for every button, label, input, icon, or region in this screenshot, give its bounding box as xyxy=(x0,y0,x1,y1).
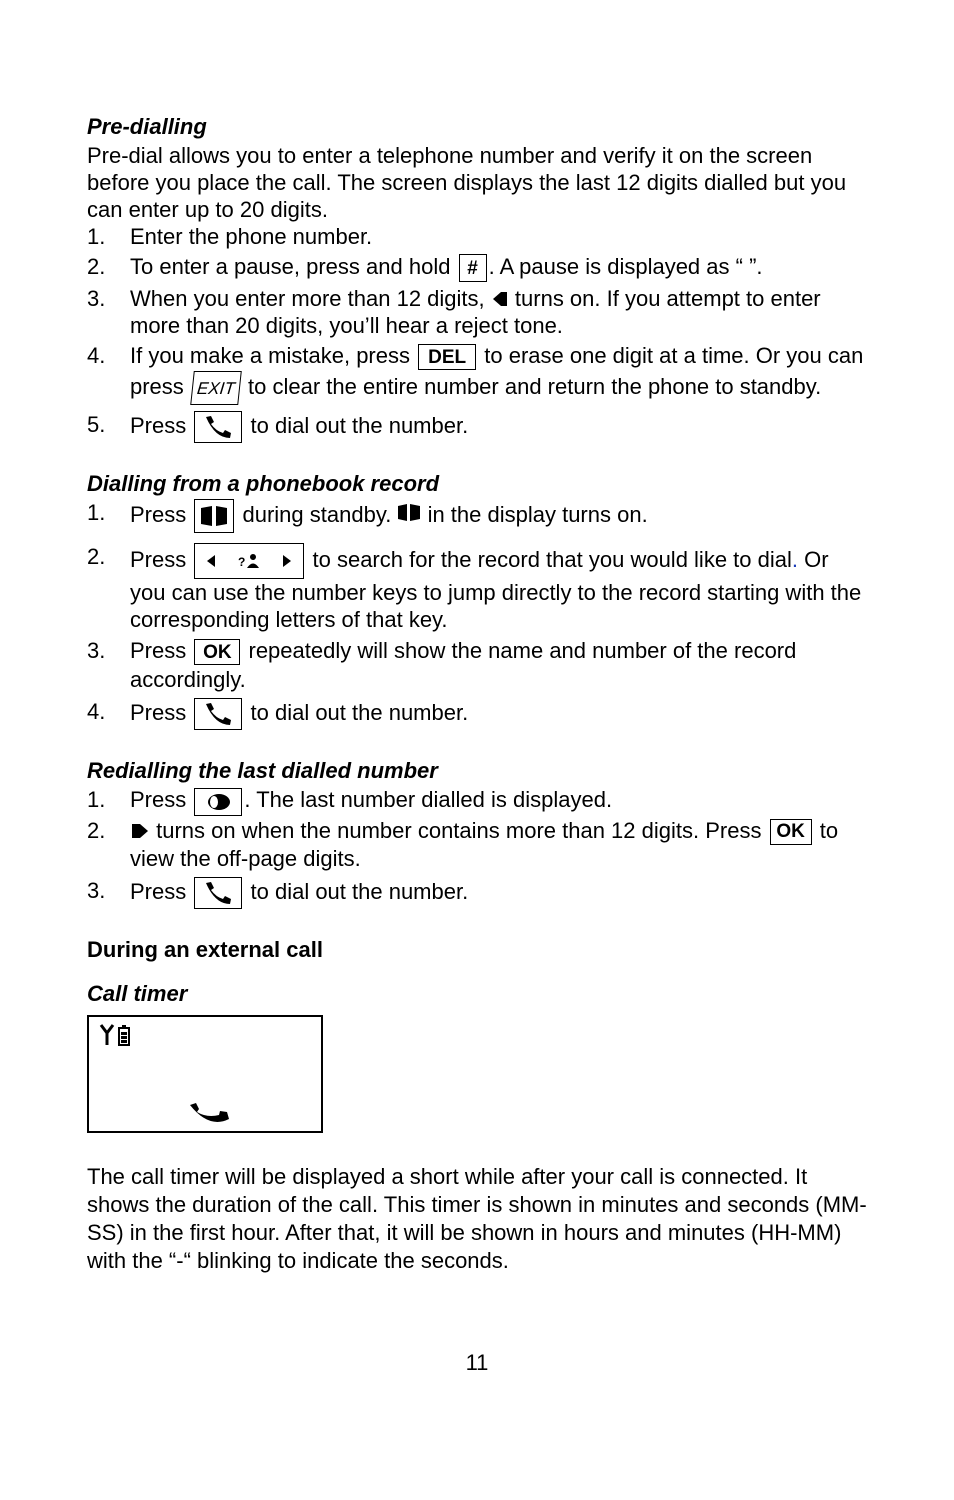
lcd-display xyxy=(87,1015,323,1133)
predial-intro: Pre-dial allows you to enter a telephone number and verify it on the screen before you place the call. The screen displays the last 12 digits dialled but you can enter up to 20 digits. xyxy=(87,143,847,222)
ok-key: OK xyxy=(770,819,812,845)
step-number: 5. xyxy=(87,412,106,438)
left-arrow-indicator-icon xyxy=(491,290,509,308)
step-number: 2. xyxy=(87,254,106,279)
hash-key: # xyxy=(459,254,487,282)
phone-handset-icon xyxy=(201,701,235,727)
talk-key-icon xyxy=(194,698,242,730)
list-item: 2. To enter a pause, press and hold # . A pause is displayed as “ ”. xyxy=(87,253,867,282)
predial-steps xyxy=(87,223,867,443)
list-item: 1. Enter the phone number. xyxy=(87,224,373,249)
step-number: 3. xyxy=(87,286,106,312)
step-number: 1. xyxy=(87,224,106,249)
step-number: 4. xyxy=(87,343,106,369)
list-item: 4. If you make a mistake, press DEL to erase one digit at a time. Or you can press EXIT to clear the entire number and return the phone to standby. xyxy=(87,341,867,405)
manual-page xyxy=(87,112,867,1275)
step-number: 3. xyxy=(87,638,106,664)
step-number: 1. xyxy=(87,787,106,813)
step-number: 1. xyxy=(87,500,106,526)
list-item: 3. When you enter more than 12 digits, turns on. If you attempt to enter more than 20 digits, you’ll hear a reject tone. xyxy=(87,286,821,339)
call-timer-description: The call timer will be displayed a short while after your call is connected. It shows the duration of the call. This timer is shown in minutes and seconds (MM-SS) in the first hour. After that, it will be shown in hours and minutes (HH-MM) with the “-“ blinking to indicate the seconds. xyxy=(87,1163,867,1273)
section-title-predial: Pre-dialling xyxy=(87,114,207,139)
list-item: 3. Press OK repeatedly will show the name and number of the record accordingly. xyxy=(87,638,797,693)
step-number: 2. xyxy=(87,544,106,570)
book-icon xyxy=(199,504,229,528)
ok-key: OK xyxy=(194,639,240,665)
svg-text:?: ? xyxy=(238,555,246,570)
phonebook-steps xyxy=(87,499,867,730)
page-number: 11 xyxy=(465,1350,489,1375)
signal-battery-icon xyxy=(99,1023,139,1049)
list-item: 3. Press to dial out the number. xyxy=(87,877,867,909)
exit-key: EXIT xyxy=(190,371,242,405)
step-number: 2. xyxy=(87,817,106,843)
list-item: 5. Press to dial out the number. xyxy=(87,411,867,443)
talk-key-icon xyxy=(194,411,242,443)
redial-steps xyxy=(87,786,867,908)
section-title-redial: Redialling the last dialled number xyxy=(87,758,438,784)
step-number: 3. xyxy=(87,877,106,903)
navigation-key xyxy=(194,543,304,579)
list-item: 2. Press ? to search for the record that you would like to dial. Or you can use the number keys to jump directly to the record starting with the corresponding letters of that key. xyxy=(87,544,862,633)
del-key: DEL xyxy=(418,344,476,370)
book-indicator-icon xyxy=(397,503,421,523)
handset-offhook-icon xyxy=(187,1101,233,1127)
phonebook-key xyxy=(194,499,234,533)
list-item: 1. Press . The last number dialled is displayed. xyxy=(87,786,867,815)
section-title-external-call: During an external call xyxy=(87,936,323,962)
nav-left-icon xyxy=(206,554,216,568)
talk-key-icon xyxy=(194,877,242,909)
section-title-call-timer: Call timer xyxy=(87,980,188,1006)
redial-key xyxy=(194,788,242,816)
contact-icon xyxy=(238,553,260,569)
right-arrow-indicator-icon xyxy=(130,822,150,840)
phone-handset-icon xyxy=(201,414,235,440)
section-title-phonebook: Dialling from a phonebook record xyxy=(87,471,440,497)
step-number: 4. xyxy=(87,699,106,725)
nav-right-icon xyxy=(282,554,292,568)
list-item: 2. turns on when the number contains more than 12 digits. Press OK to view the off-page digits. xyxy=(87,817,839,871)
phone-handset-icon xyxy=(201,880,235,906)
list-item: 4. Press to dial out the number. xyxy=(87,698,867,730)
redial-button-icon xyxy=(203,792,233,812)
list-item: 1. Press during standby. in the display turns on. xyxy=(87,499,867,533)
